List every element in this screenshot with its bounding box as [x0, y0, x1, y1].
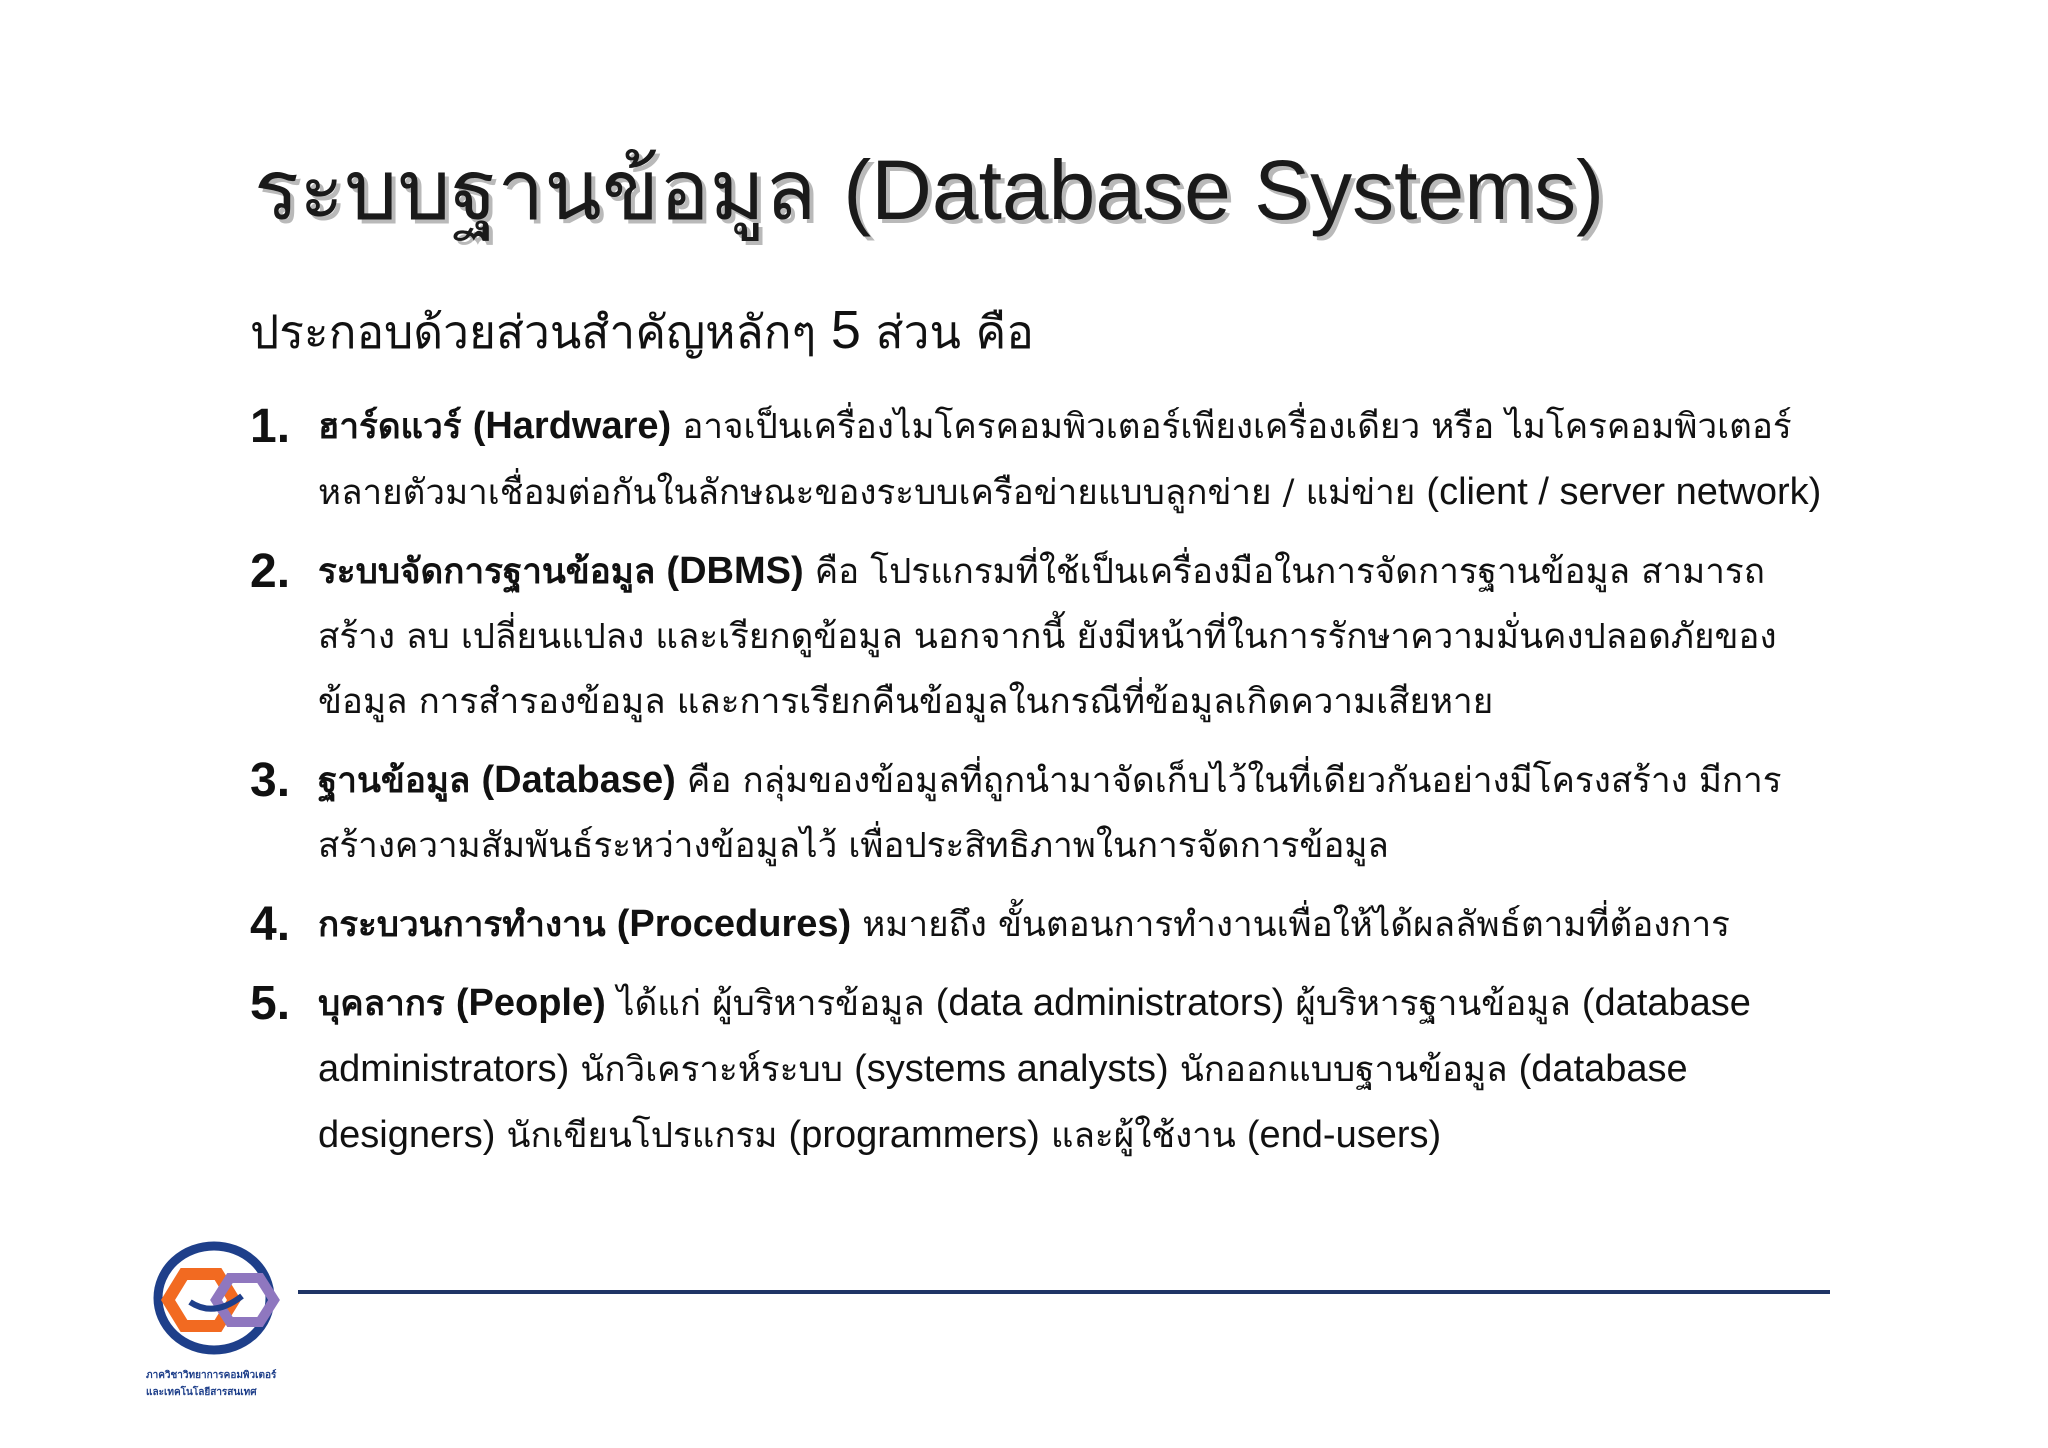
item-term: กระบวนการทำงาน — [318, 904, 606, 945]
item-term: ฐานข้อมูล — [318, 760, 471, 801]
list-item — [250, 892, 1830, 958]
item-description: อาจเป็นเครื่องไมโครคอมพิวเตอร์เพียงเครื่องเดียว หรือ ไมโครคอมพิวเตอร์หลายตัวมาเชื่อมต่อกันในลักษณะของระบบเครือข่ายแบบลูกข่าย / แม่ข่าย — [318, 407, 1792, 513]
item-term: ระบบจัดการฐานข้อมูล — [318, 551, 656, 592]
logo-caption-line2: และเทคโนโลยีสารสนเทศ — [146, 1387, 257, 1398]
list-item — [250, 394, 1830, 526]
item-term-english: (Hardware) — [472, 405, 672, 447]
item-term-english: (Procedures) — [616, 903, 852, 945]
intro-before: ประกอบด้วยส่วนสำคัญหลักๆ — [250, 305, 817, 359]
item-number: 5. — [250, 977, 291, 1030]
item-number: 2. — [250, 545, 291, 598]
item-description-english: (programmers) — [788, 1114, 1040, 1156]
item-number: 3. — [250, 754, 291, 807]
department-logo — [146, 1240, 296, 1400]
item-number: 4. — [250, 898, 291, 951]
department-logo-icon — [146, 1240, 296, 1366]
logo-caption-line1: ภาควิชาวิทยาการคอมพิวเตอร์ — [146, 1370, 277, 1381]
title-thai: ระบบฐานข้อมูล — [254, 141, 817, 239]
list-item — [250, 748, 1830, 879]
item-term: บุคลากร — [318, 983, 445, 1024]
item-description: คือ กลุ่มของข้อมูลที่ถูกนำมาจัดเก็บไว้ในที่เดียวกันอย่างมีโครงสร้าง มีการสร้างความสัมพันธ์ระหว่างข้อมูลไว้ เพื่อประสิทธิภาพในการจัดการข้อมูล — [318, 761, 1782, 866]
item-description: ผู้บริหารฐานข้อมูล — [1284, 984, 1582, 1024]
item-term: ฮาร์ดแวร์ — [318, 406, 462, 447]
item-description: หมายถึง ขั้นตอนการทำงานเพื่อให้ได้ผลลัพธ์ตามที่ต้องการ — [851, 905, 1730, 945]
item-description: และผู้ใช้งาน — [1039, 1116, 1247, 1156]
item-description-english: (systems analysts) — [854, 1048, 1169, 1090]
item-description: นักเขียนโปรแกรม — [495, 1116, 789, 1156]
item-number: 1. — [250, 400, 291, 453]
item-description: นักออกแบบฐานข้อมูล — [1168, 1050, 1519, 1090]
item-term-english: (DBMS) — [666, 550, 804, 592]
list-item — [250, 971, 1830, 1169]
item-description: คือ โปรแกรมที่ใช้เป็นเครื่องมือในการจัดการฐานข้อมูล สามารถสร้าง ลบ เปลี่ยนแปลง และเรียกดูข้อมูล นอกจากนี้ ยังมีหน้าที่ในการรักษาความมั่นคงปลอดภัยของข้อมูล การสำรองข้อมูล และการเรียกคืนข้อมูลในกรณีที่ข้อมูลเกิดความเสียหาย — [318, 552, 1777, 722]
item-description-english: (end-users) — [1246, 1114, 1442, 1156]
item-description-english: (database designers) — [318, 1048, 1688, 1156]
component-list — [250, 394, 1830, 1182]
item-term-english: (Database) — [481, 759, 676, 801]
title-english: (Database Systems) — [843, 143, 1605, 237]
item-description-english: (database administrators) — [318, 982, 1751, 1090]
item-description-english: (data administrators) — [935, 982, 1285, 1024]
item-description: นักวิเคราะห์ระบบ — [569, 1050, 855, 1090]
slide-title — [254, 140, 1604, 241]
footer-divider — [298, 1290, 1830, 1294]
item-term-english: (People) — [455, 982, 606, 1024]
list-item — [250, 539, 1830, 735]
item-description-english: (client / server network) — [1426, 471, 1822, 513]
intro-number: 5 — [830, 300, 861, 360]
intro-line — [250, 298, 1034, 363]
intro-after: ส่วน คือ — [875, 305, 1034, 359]
item-description: ได้แก่ ผู้บริหารข้อมูล — [605, 984, 936, 1024]
